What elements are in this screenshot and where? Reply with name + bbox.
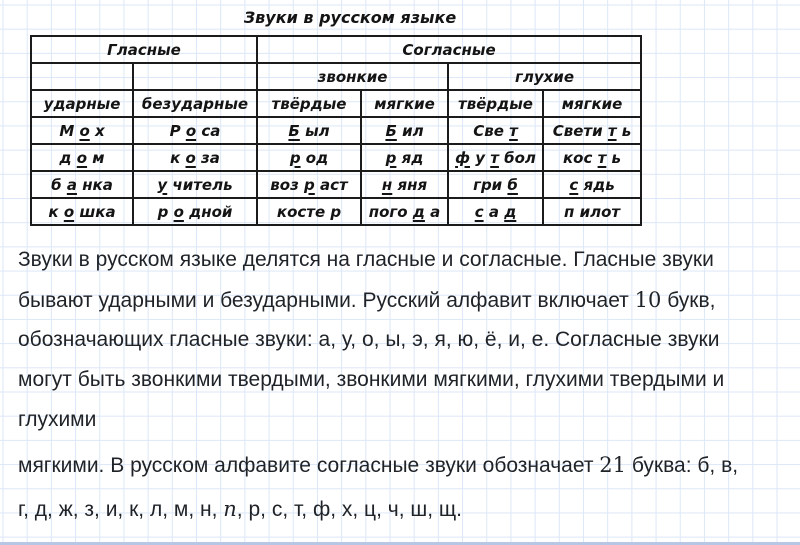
example-cell: пого д а [361, 198, 448, 225]
example-cell: Б ил [361, 117, 448, 144]
example-cell: Све т [448, 117, 543, 144]
empty-cell [31, 63, 133, 90]
header-vowels: Гласные [31, 36, 257, 63]
example-cell: р о дной [133, 198, 257, 225]
table-row [31, 117, 641, 144]
paragraph-line: обозначающих гласные звуки: а, у, о, ы, э, я, ю, ё, и, е. Согласные звуки [18, 328, 720, 351]
example-cell: к о шка [31, 198, 133, 225]
example-cell: у читель [133, 171, 257, 198]
example-cell: с ядь [543, 171, 641, 198]
sounds-table [30, 35, 642, 226]
body-text-block-2 [18, 443, 796, 531]
header-row-1 [31, 36, 641, 63]
header-row-2 [31, 63, 641, 90]
header-stressed: ударные [31, 90, 133, 117]
header-voiceless: глухие [448, 63, 641, 90]
example-cell: кос т ь [543, 144, 641, 171]
example-cell: н яня [361, 171, 448, 198]
table-title: Звуки в русском языке [243, 8, 457, 27]
paragraph-line: Звуки в русском языке делятся на гласные и согласные. Гласные звуки [18, 248, 714, 271]
table-row [31, 171, 641, 198]
header-voiced: звонкие [257, 63, 448, 90]
example-cell: ф у т бол [448, 144, 543, 171]
example-cell: б а нка [31, 171, 133, 198]
header-consonants: Согласные [257, 36, 641, 63]
body-text-block-1 [18, 240, 796, 440]
empty-cell [133, 63, 257, 90]
example-cell: Р о са [133, 117, 257, 144]
example-cell: М о х [31, 117, 133, 144]
header-voiceless-hard: твёрдые [448, 90, 543, 117]
paragraph-line: г, д, ж, з, и, к, л, м, н, n, р, с, т, ф, х, ц, ч, ш, щ. [18, 497, 462, 521]
example-cell: гри б [448, 171, 543, 198]
paragraph-line: глухими [18, 408, 97, 431]
example-cell: р од [257, 144, 361, 171]
table-row [31, 198, 641, 225]
paragraph-line: бывают ударными и безударными. Русский алфавит включает 10 букв, [18, 288, 716, 312]
example-cell: р яд [361, 144, 448, 171]
header-voiced-hard: твёрдые [257, 90, 361, 117]
header-voiced-soft: мягкие [361, 90, 448, 117]
header-unstressed: безударные [133, 90, 257, 117]
paragraph-line: могут быть звонкими твердыми, звонкими мягкими, глухими твердыми и [18, 368, 725, 391]
example-cell: Б ыл [257, 117, 361, 144]
example-cell: Свети т ь [543, 117, 641, 144]
example-cell: воз р аст [257, 171, 361, 198]
example-cell: д о м [31, 144, 133, 171]
table-row [31, 144, 641, 171]
example-cell: косте р [257, 198, 361, 225]
example-cell: п илот [543, 198, 641, 225]
header-row-3 [31, 90, 641, 117]
example-cell: с а д [448, 198, 543, 225]
example-cell: к о за [133, 144, 257, 171]
header-voiceless-soft: мягкие [543, 90, 641, 117]
paragraph-line: мягкими. В русском алфавите согласные звуки обозначает 21 буква: б, в, [18, 453, 739, 477]
